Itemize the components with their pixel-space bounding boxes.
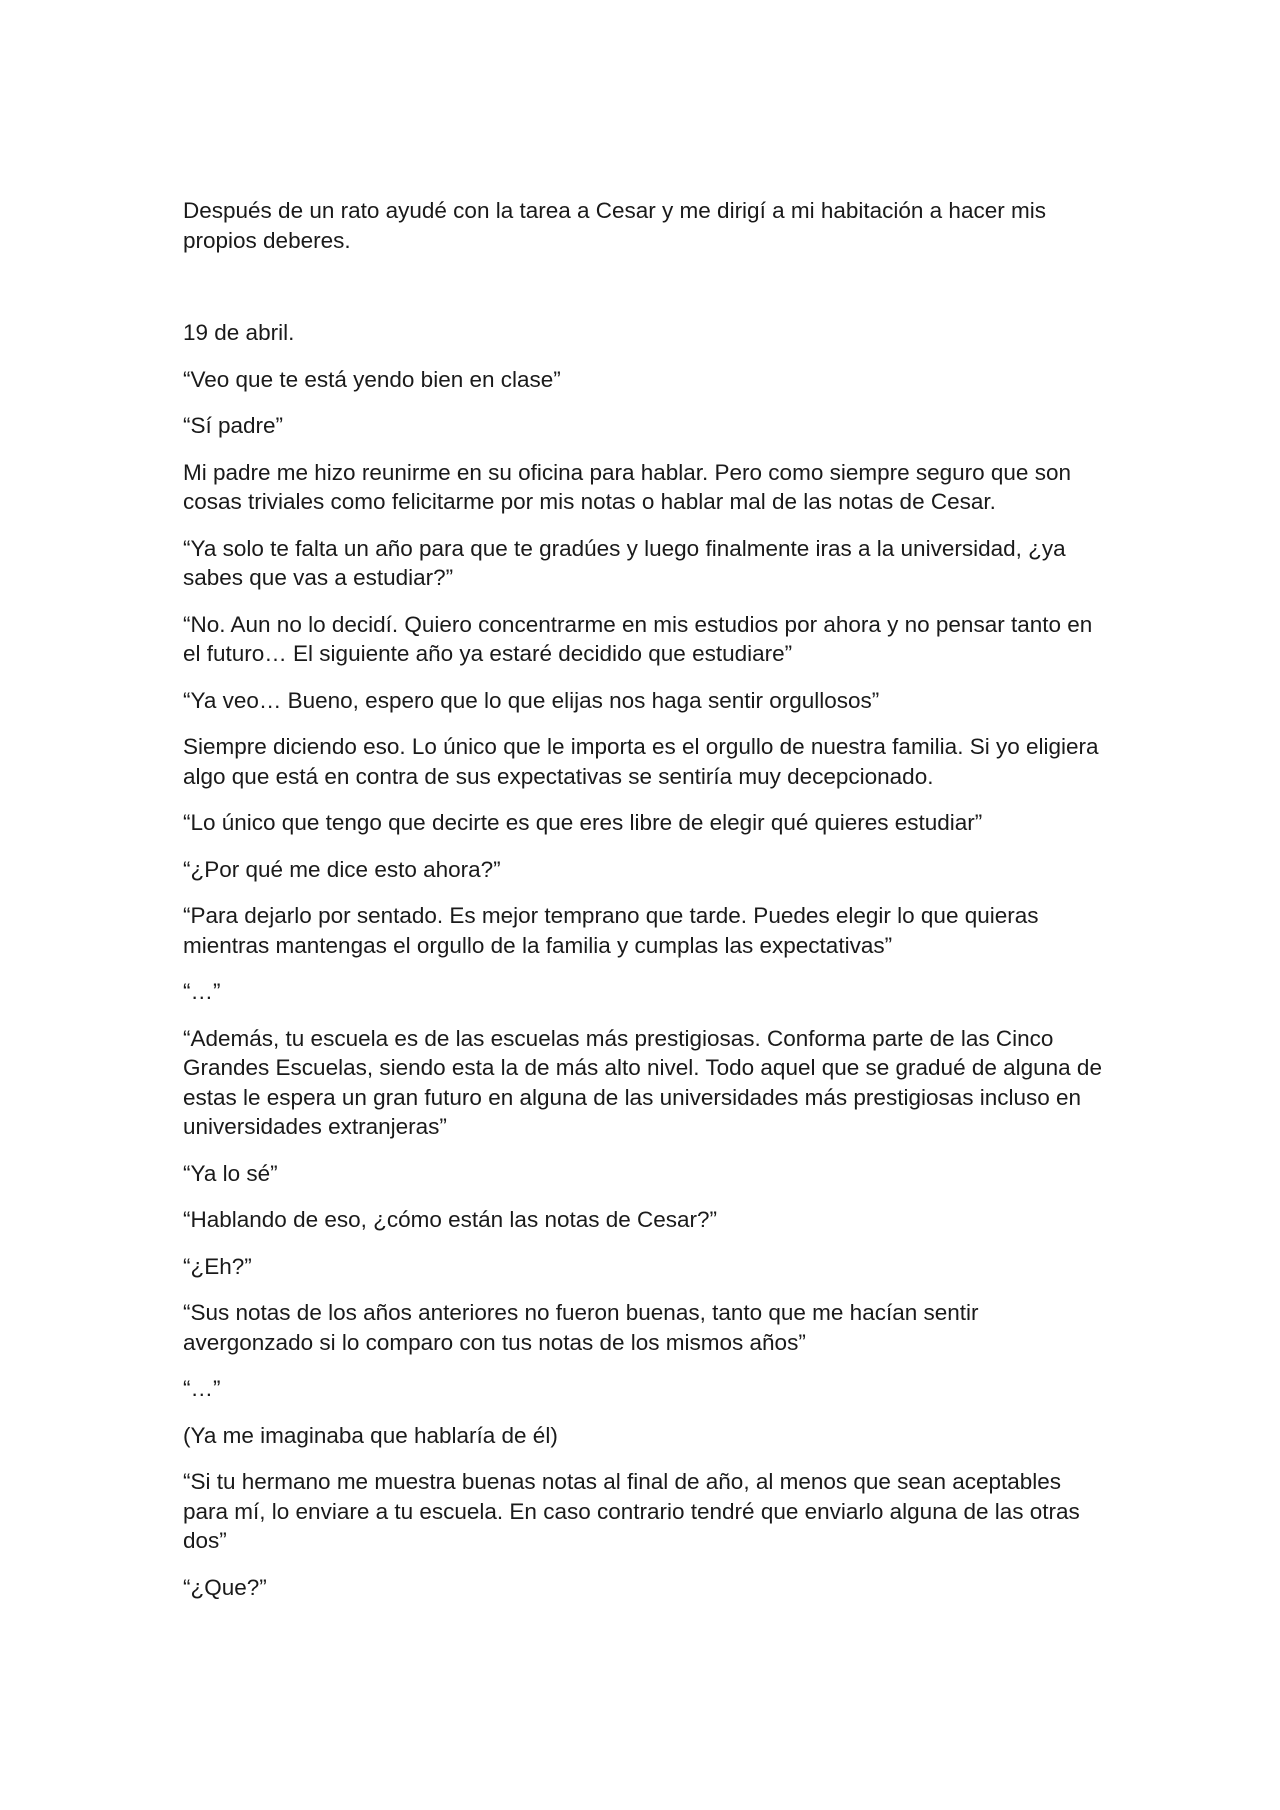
dialogue-line: “Sí padre” (183, 413, 284, 438)
dialogue-line: “No. Aun no lo decidí. Quiero concentrarme en mis estudios por ahora y no pensar tanto en el futuro… El siguiente año ya estaré decidido que estudiare” (183, 611, 1093, 666)
dialogue-line: “Ya veo… Bueno, espero que lo que elijas nos haga sentir orgullosos” (183, 687, 880, 713)
paragraph: Siempre diciendo eso. Lo único que le importa es el orgullo de nuestra familia. Si yo eligiera algo que está en contra de sus expectativas se sentiría muy decepcionado. (183, 734, 1099, 789)
dialogue-line: “Además, tu escuela es de las escuelas más prestigiosas. Conforma parte de las Cinco Grandes Escuelas, siendo esta la de más alto nivel. Todo aquel que se gradué de alguna de estas le espera un gran futuro en alguna de las universidades más prestigiosas incluso en universidades extranjeras” (183, 1025, 1102, 1139)
dialogue-line: “¿Eh?” (183, 1253, 252, 1279)
paragraph: Después de un rato ayudé con la tarea a Cesar y me dirigí a mi habitación a hacer mis propios deberes. (183, 198, 1046, 253)
body-text (183, 196, 1103, 1619)
dialogue-line: “¿Que?” (183, 1574, 267, 1600)
dialogue-line: “Si tu hermano me muestra buenas notas al final de año, al menos que sean aceptables para mí, lo enviare a tu escuela. En caso contrario tendré que enviarlo alguna de las otras dos” (183, 1469, 1080, 1553)
date-heading: 19 de abril. (183, 320, 295, 345)
dialogue-line: “Sus notas de los años anteriores no fueron buenas, tanto que me hacían sentir avergonzado si lo comparo con tus notas de los mismos años” (183, 1300, 979, 1355)
dialogue-line: “Ya lo sé” (183, 1160, 278, 1186)
dialogue-line: “Veo que te está yendo bien en clase” (183, 366, 561, 392)
dialogue-line: “¿Por qué me dice esto ahora?” (183, 856, 501, 882)
dialogue-line: “Lo único que tengo que decirte es que eres libre de elegir qué quieres estudiar” (183, 810, 983, 835)
dialogue-line: “…” (183, 1376, 221, 1401)
thought-line: (Ya me imaginaba que hablaría de él) (183, 1422, 558, 1448)
dialogue-line: “Hablando de eso, ¿cómo están las notas de Cesar?” (183, 1207, 718, 1232)
dialogue-line: “…” (183, 979, 221, 1004)
paragraph: Mi padre me hizo reunirme en su oficina para hablar. Pero como siempre seguro que son cosas triviales como felicitarme por mis notas o hablar mal de las notas de Cesar. (183, 459, 1071, 514)
dialogue-line: “Para dejarlo por sentado. Es mejor temprano que tarde. Puedes elegir lo que quieras mientras mantengas el orgullo de la familia y cumplas las expectativas” (183, 903, 1039, 958)
dialogue-line: “Ya solo te falta un año para que te gradúes y luego finalmente iras a la universidad, ¿ya sabes que vas a estudiar?” (183, 535, 1066, 590)
